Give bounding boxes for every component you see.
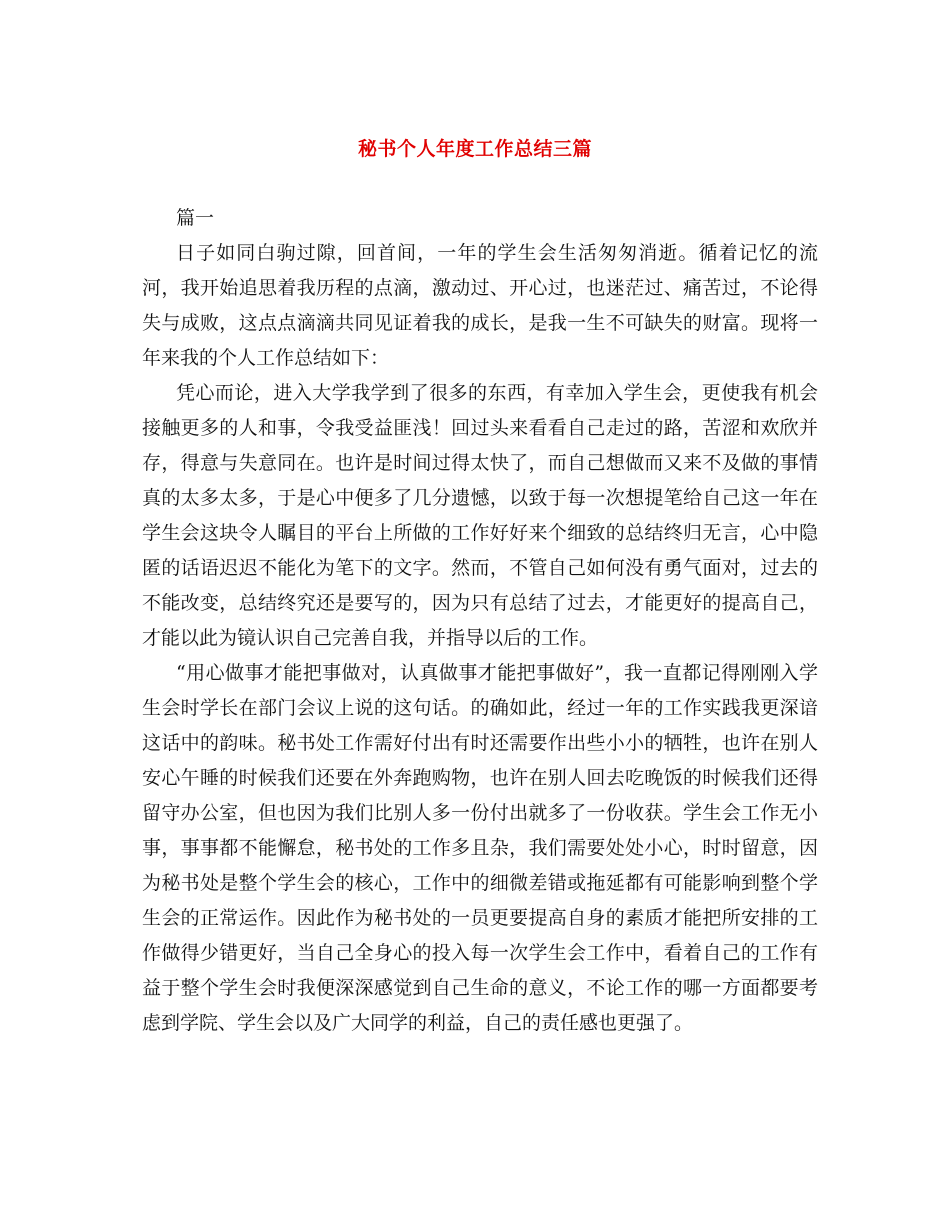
section-heading: 篇一	[176, 207, 215, 229]
paragraph-3: “用心做事才能把事做对，认真做事才能把事做好”，我一直都记得刚刚入学生会时学长在部门会议上说的这句话。的确如此，经过一年的工作实践我更深谙这话中的韵味。秘书处工作需好付出有时还需要作出些小小的牺牲，也许在别人安心午睡的时候我们还要在外奔跑购物，也许在别人回去吃晚饭的时候我们还得留守办公室，但也因为我们比别人多一份付出就多了一份收获。学生会工作无小事，事事都不能懈怠，秘书处的工作多且杂，我们需要处处小心，时时留意，因为秘书处是整个学生会的核心，工作中的细微差错或拖延都有可能影响到整个学生会的正常运作。因此作为秘书处的一员更要提高自身的素质才能把所安排的工作做得少错更好，当自己全身心的投入每一次学生会工作中，看着自己的工作有益于整个学生会时我便深深感觉到自己生命的意义，不论工作的哪一方面都要考虑到学院、学生会以及广大同学的利益，自己的责任感也更强了。	[142, 662, 818, 1034]
paragraph-2: 凭心而论，进入大学我学到了很多的东西，有幸加入学生会，更使我有机会接触更多的人和事，令我受益匪浅！回过头来看看自己走过的路，苦涩和欢欣并存，得意与失意同在。也许是时间过得太快了，而自己想做而又来不及做的事情真的太多太多，于是心中便多了几分遗憾，以致于每一次想提笔给自己这一年在学生会这块令人瞩目的平台上所做的工作好好来个细致的总结终归无言，心中隐匿的话语迟迟不能化为笔下的文字。然而，不管自己如何没有勇气面对，过去的不能改变，总结终究还是要写的，因为只有总结了过去，才能更好的提高自己，才能以此为镜认识自己完善自我，并指导以后的工作。	[142, 382, 818, 649]
document-title: 秘书个人年度工作总结三篇	[357, 138, 592, 160]
paragraph-1: 日子如同白驹过隙，回首间，一年的学生会生活匆匆消逝。循着记忆的流河，我开始追思着我历程的点滴，激动过、开心过，也迷茫过、痛苦过，不论得失与成败，这点点滴滴共同见证着我的成长，是我一生不可缺失的财富。现将一年来我的个人工作总结如下：	[142, 242, 818, 369]
document-body	[142, 201, 818, 1041]
